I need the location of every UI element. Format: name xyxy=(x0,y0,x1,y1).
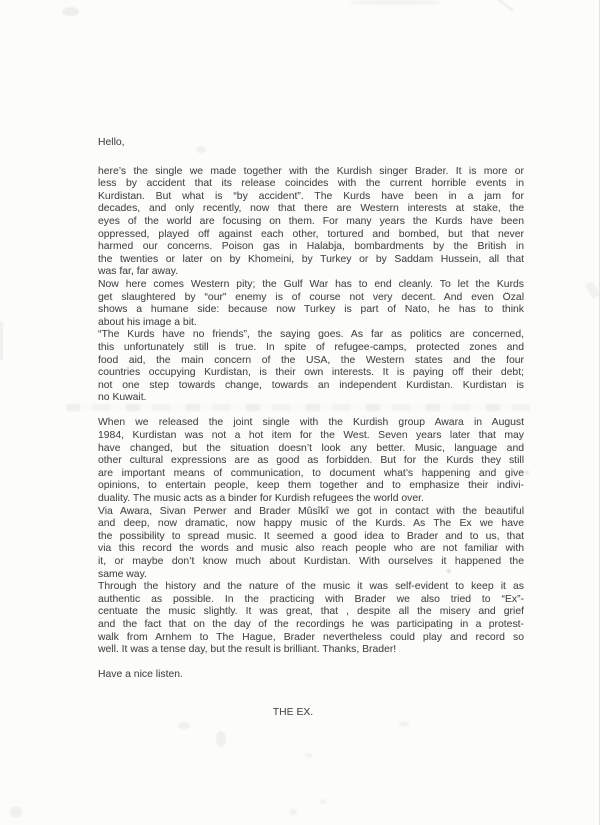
letter-line: it, or maybe don’t know much about Kurdistan. With ourselves it happened the xyxy=(98,556,524,567)
letter-line: duality. The music acts as a binder for Kurdish refugees the world over. xyxy=(98,493,424,505)
letter-line: Kurdistan. But what is “by accident”. The Kurds have been in a jam for xyxy=(98,190,524,202)
letter-line: other cultural expressions are as good as forbidden. But for the Kurds they still xyxy=(98,455,524,467)
letter-line: less by accident that its release coincides with the current horrible events in xyxy=(98,178,524,190)
letter-line: Now here comes Western pity; the Gulf War has to end cleanly. To let the Kurds xyxy=(98,278,524,290)
scan-artifact xyxy=(350,0,440,5)
salutation: Hello, xyxy=(98,137,125,148)
letter-line: countries occupying Kurdistan, is their own interests. It is paying off their debt; xyxy=(98,367,524,379)
letter-line: authentic as possible. In the practicing with Brader we also tried to “Ex”- xyxy=(98,593,524,605)
scan-artifact xyxy=(216,731,226,747)
letter-line: decades, and only recently, now that there are Western interests at stake, the xyxy=(98,203,524,215)
scan-artifact xyxy=(178,722,190,729)
letter-line: food aid, the main concern of the USA, the Western states and the four xyxy=(98,354,524,366)
scan-artifact xyxy=(525,470,529,475)
letter-line: the twenties or later on by Khomeini, by Turkey or by Saddam Hussein, all that xyxy=(98,253,524,265)
letter-line: “The Kurds have no friends”, the saying goes. As far as politics are concerned, xyxy=(98,329,524,341)
letter-line: no Kuwait. xyxy=(98,392,147,404)
scan-artifact xyxy=(10,806,22,818)
letter-line: oppressed, played off against each other, tortured and bombed, but that never xyxy=(98,228,524,240)
scan-artifact xyxy=(62,7,79,16)
signature: THE EX. xyxy=(272,707,314,719)
letter-line: here’s the single we made together with the Kurdish singer Brader. It is more or xyxy=(98,165,524,177)
letter-line: was far, far away. xyxy=(98,266,179,278)
letter-line: and deep, now dramatic, now happy music of the Kurds. As The Ex we have xyxy=(98,518,524,530)
scan-artifact xyxy=(289,809,297,815)
letter-line: eyes of the world are focusing on them. For many years the Kurds have been xyxy=(98,215,524,227)
letter-line: same way. xyxy=(98,568,147,580)
letter-line: When we released the joint single with the Kurdish group Awara in August xyxy=(98,417,524,429)
scan-scratch xyxy=(0,322,3,360)
letter-paragraphs xyxy=(98,166,524,657)
letter-line: opinions, to entertain people, keep them together and to emphasize their indivi- xyxy=(98,480,524,492)
letter-line: centuate the music slightly. It was great, that , despite all the misery and grief xyxy=(98,606,524,618)
scan-artifact xyxy=(399,721,409,727)
letter-line: shows a humane side: because now Turkey is part of Nato, he has to think xyxy=(98,304,524,316)
scan-artifact xyxy=(305,753,313,758)
letter-line: get slaughtered by “our” enemy is of course not very decent. And even Özal xyxy=(98,291,524,303)
letter-line: about his image a bit. xyxy=(98,316,197,328)
letter-paragraph xyxy=(98,166,524,405)
letter-line: via this record the words and music also reach people who are not familiar with xyxy=(98,543,524,555)
letter-line: and the fact that on the day of the recordings he was participating in a protest- xyxy=(98,618,524,630)
letter-line: not one step towards change, towards an independent Kurdistan. Kurdistan is xyxy=(98,379,524,391)
scan-scratch xyxy=(585,281,600,299)
letter-line: have changed, but the situation doesn’t look any better. Music, language and xyxy=(98,442,524,454)
scan-scratch xyxy=(492,0,513,11)
letter-line: walk from Arnhem to The Hague, Brader nevertheless could play and record so xyxy=(98,631,524,643)
closing-line: Have a nice listen. xyxy=(98,669,183,681)
letter-line: well. It was a tense day, but the result is brilliant. Thanks, Brader! xyxy=(98,644,397,656)
letter-line: the possibility to spread music. It seemed a good idea to Brader and to us, that xyxy=(98,530,524,542)
letter-body xyxy=(98,137,524,720)
scan-artifact xyxy=(320,799,327,804)
letter-paragraph xyxy=(98,417,524,656)
letter-line: Through the history and the nature of the music it was self-evident to keep it as xyxy=(98,581,524,593)
letter-line: Via Awara, Sivan Perwer and Brader Mûsîkî we got in contact with the beautiful xyxy=(98,505,524,517)
letter-line: harmed our concerns. Poison gas in Halabja, bombardments by the British in xyxy=(98,241,524,253)
letter-line: are important means of communication, to document what’s happening and give xyxy=(98,467,524,479)
letter-line: this unfortunately still is true. In spite of refugee-camps, protected zones and xyxy=(98,341,524,353)
letter-line: 1984, Kurdistan was not a hot item for the West. Seven years later that may xyxy=(98,430,524,442)
